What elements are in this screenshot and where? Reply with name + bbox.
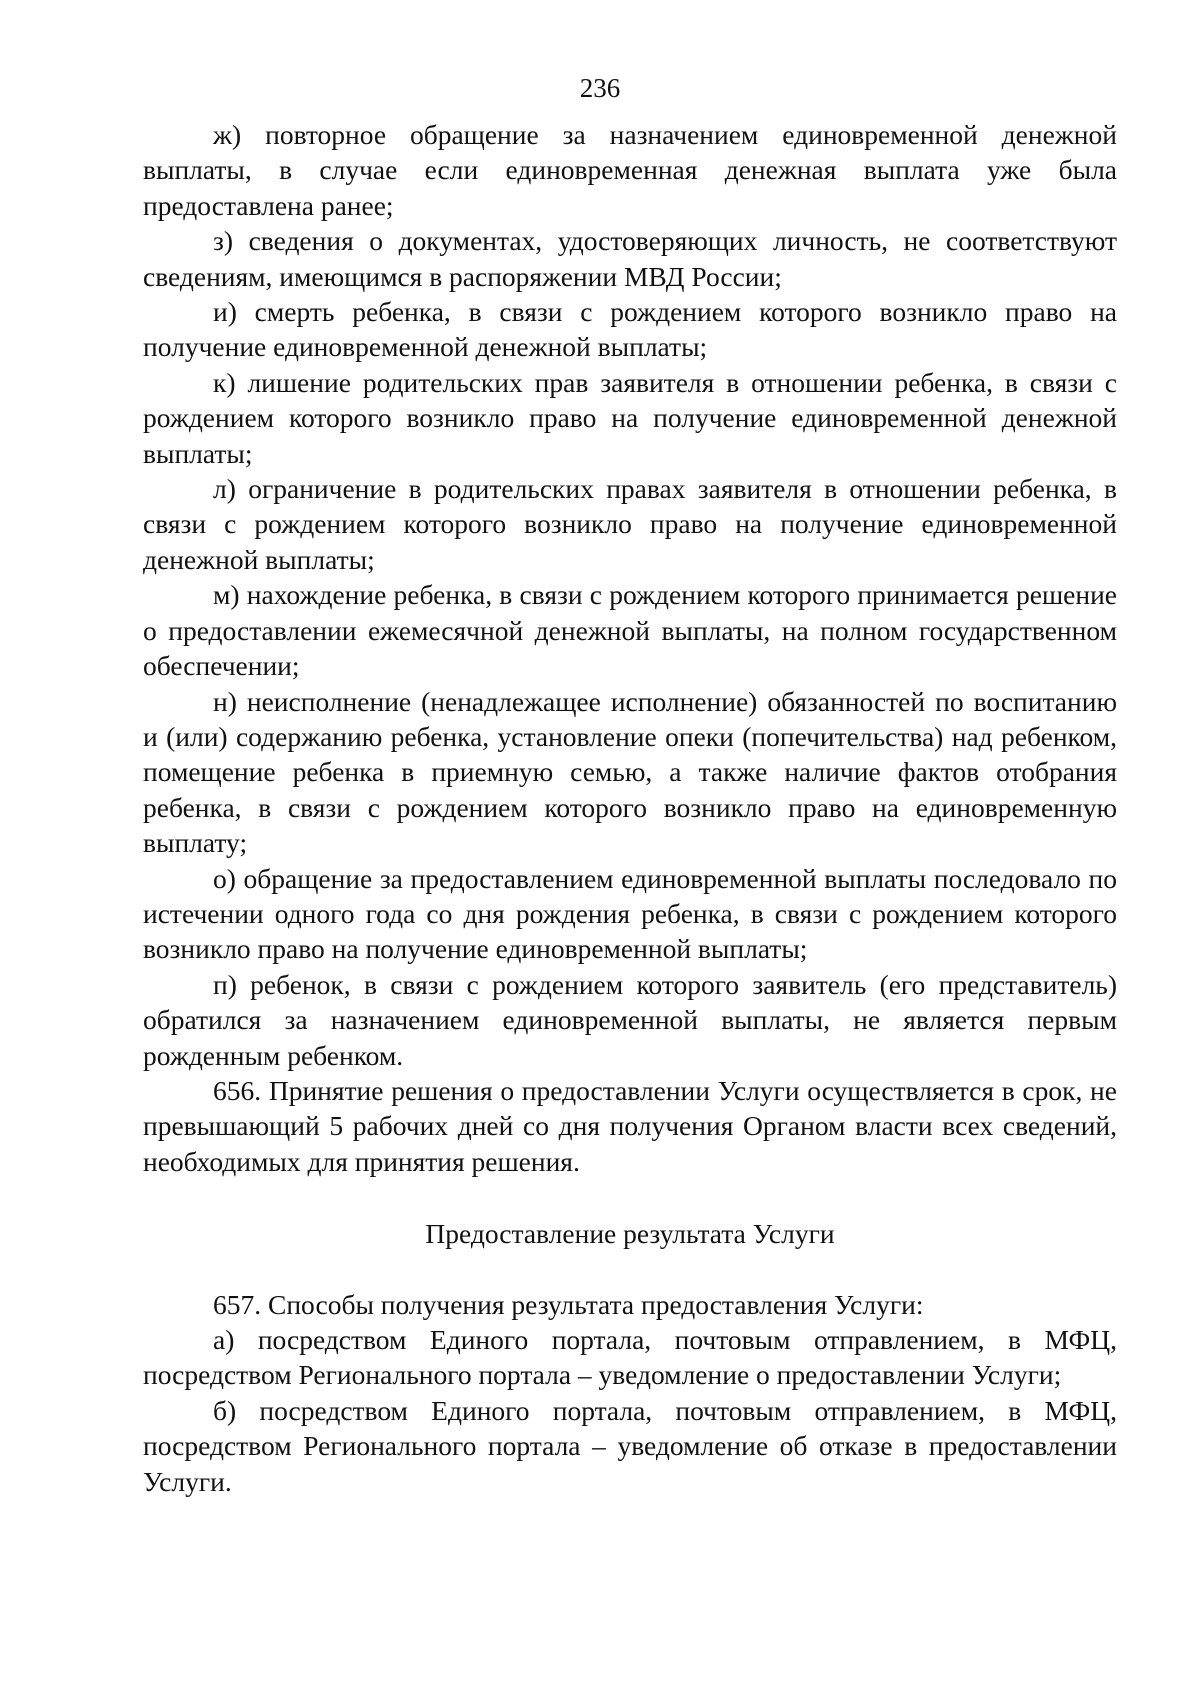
paragraph-657: 657. Способы получения результата предоставления Услуги: [213,1288,924,1320]
paragraph-a: а) посредством Единого портала, почтовым отправлением, в МФЦ, посредством Регионального портала – уведомление о предоставлении Услуги; [143,1324,1117,1391]
document-body [143,117,1117,1499]
section-heading: Предоставление результата Услуги [425,1218,835,1250]
paragraph-p: п) ребенок, в связи с рождением которого заявитель (его представитель) обратился за назначением единовременной выплаты, не является первым рожденным ребенком. [143,968,1117,1071]
paragraph-m: м) нахождение ребенка, в связи с рождением которого принимается решение о предоставлении ежемесячной денежной выплаты, на полном государственном обеспечении; [143,579,1117,682]
paragraph-o: о) обращение за предоставлением единовременной выплаты последовало по истечении одного года со дня рождения ребенка, в связи с рождением которого возникло право на получение единовременной выплаты; [143,862,1117,965]
paragraph-656: 656. Принятие решения о предоставлении Услуги осуществляется в срок, не превышающий 5 рабочих дней со дня получения Органом власти всех сведений, необходимых для принятия решения. [143,1074,1117,1177]
paragraph-zh: ж) повторное обращение за назначением единовременной денежной выплаты, в случае если единовременная денежная выплата уже была предоставлена ранее; [143,119,1117,221]
paragraph-i: и) смерть ребенка, в связи с рождением которого возникло право на получение единовременной денежной выплаты; [143,296,1117,363]
paragraph-b: б) посредством Единого портала, почтовым отправлением, в МФЦ, посредством Регионального портала – уведомление об отказе в предоставлении Услуги. [143,1394,1117,1497]
paragraph-k: к) лишение родительских прав заявителя в отношении ребенка, в связи с рождением которого возникло право на получение единовременной денежной выплаты; [143,366,1117,469]
paragraph-l: л) ограничение в родительских правах заявителя в отношении ребенка, в связи с рождением которого возникло право на получение единовременной денежной выплаты; [143,473,1117,575]
paragraph-z: з) сведения о документах, удостоверяющих личность, не соответствуют сведениям, имеющимся в распоряжении МВД России; [143,225,1117,292]
paragraph-n: н) неисполнение (ненадлежащее исполнение) обязанностей по воспитанию и (или) содержанию ребенка, установление опеки (попечительства) над ребенком, помещение ребенка в приемную семью, а также наличие фактов отобрания ребенка, в связи с рождением которого возникло право на единовременную выплату; [143,685,1117,859]
page-number: 236 [579,73,621,103]
